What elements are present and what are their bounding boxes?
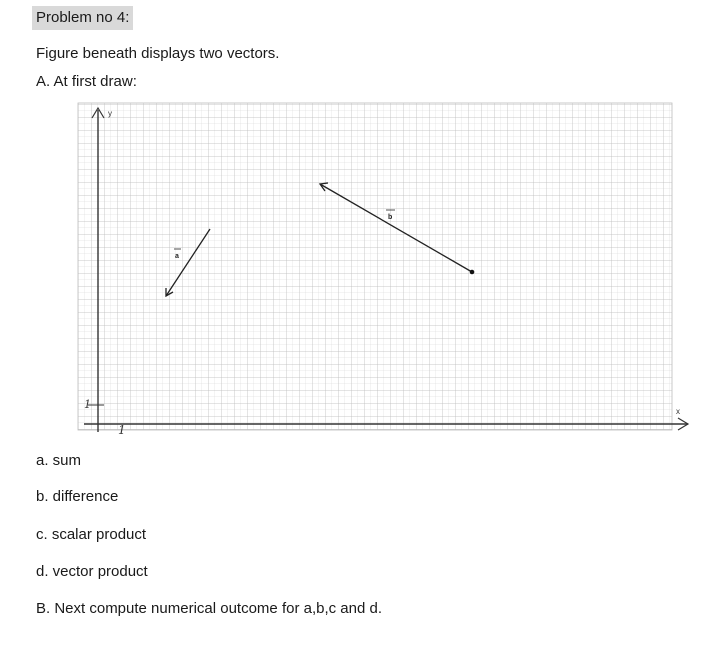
vector-b-tail-dot	[470, 270, 475, 275]
vector-b-label: b	[388, 214, 393, 221]
item-sum: a. sum	[36, 452, 82, 469]
x-unit-label: 1	[118, 423, 126, 437]
item-difference: b. difference	[36, 488, 119, 505]
x-axis-label: x	[676, 407, 680, 416]
item-vector-product: d. vector product	[36, 563, 148, 580]
vector-a-label: a	[175, 253, 179, 260]
problem-heading: Problem no 4:	[32, 6, 133, 30]
y-unit-label: 1	[84, 398, 91, 411]
part-a-title: A. At first draw:	[36, 73, 137, 90]
part-b-title: B. Next compute numerical outcome for a,b,c and d.	[36, 600, 383, 617]
item-scalar-product: c. scalar product	[36, 526, 147, 543]
y-axis-label: y	[108, 109, 112, 118]
problem-intro: Figure beneath displays two vectors.	[36, 45, 280, 62]
graph-paper	[78, 103, 672, 430]
